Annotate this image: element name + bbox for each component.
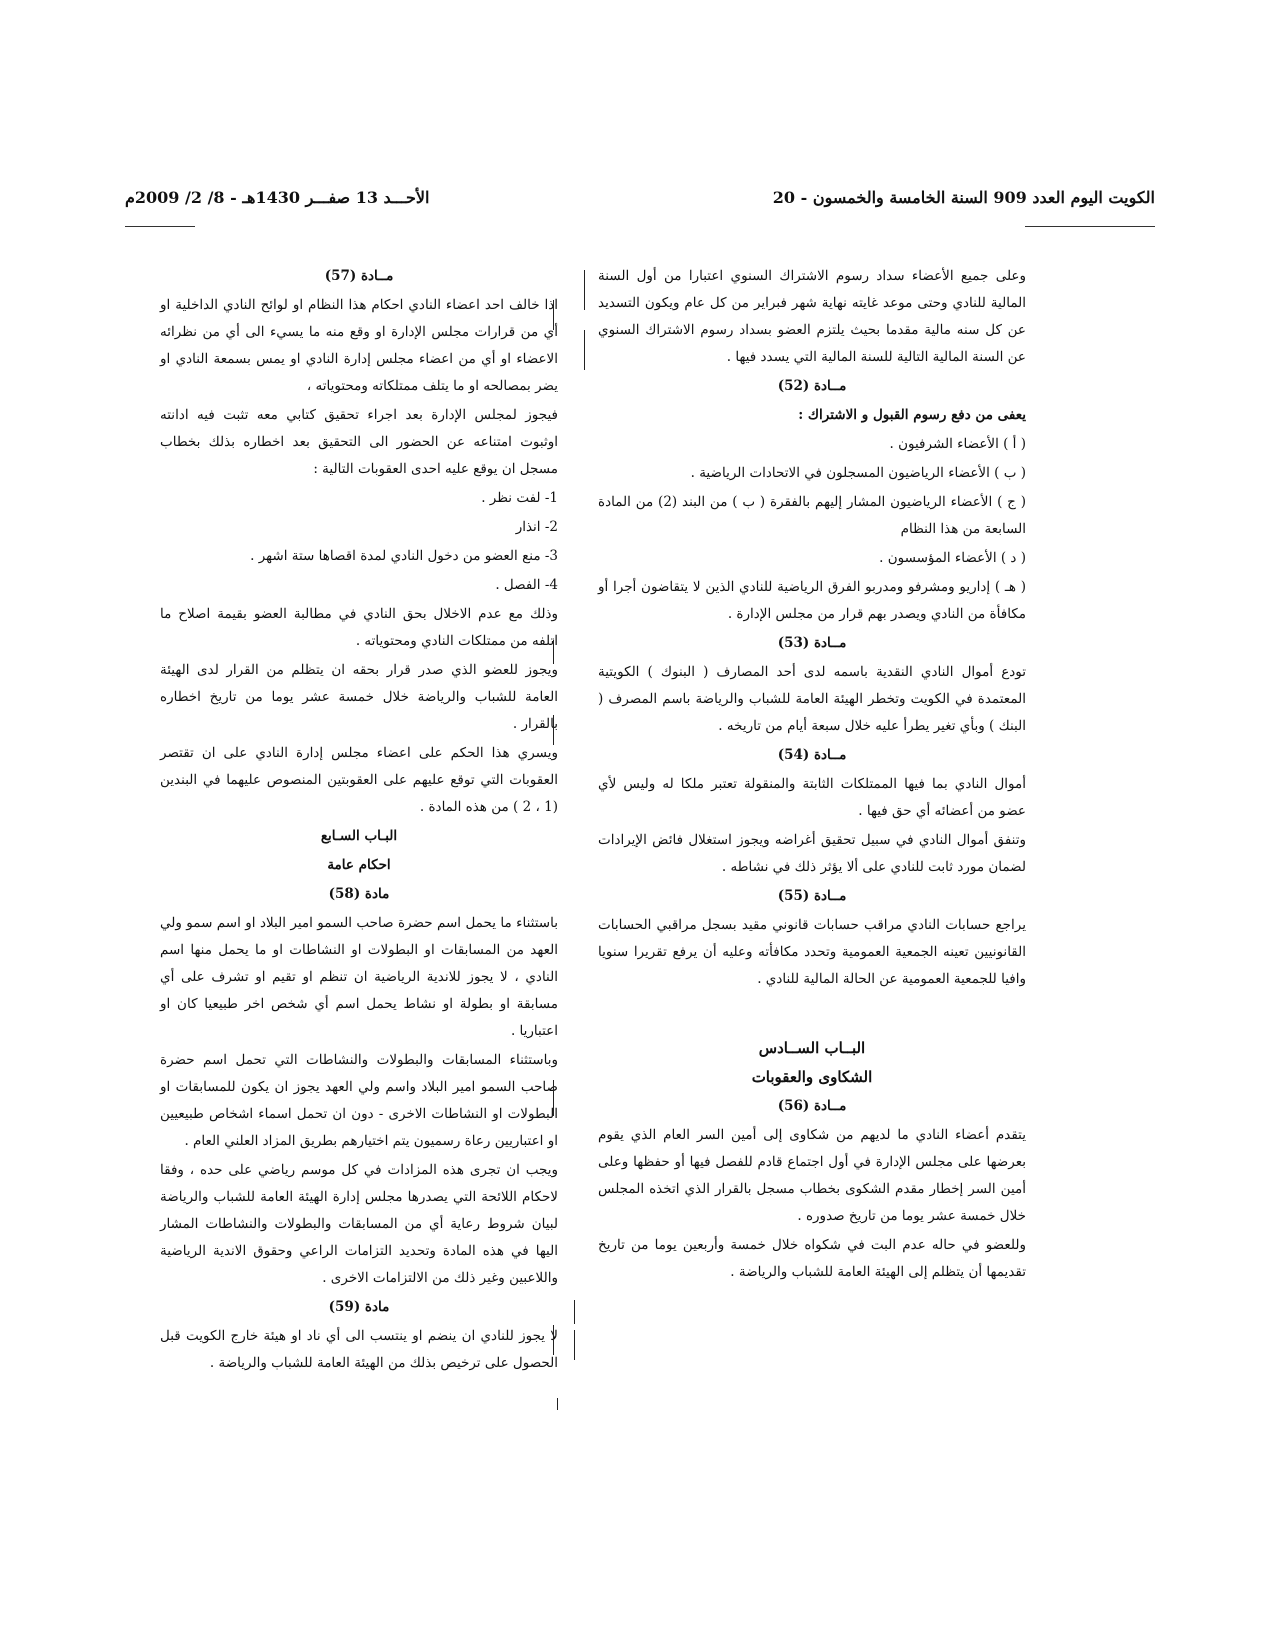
margin-mark — [584, 270, 585, 310]
article-57-title: مــادة (57) — [324, 268, 394, 284]
paragraph: وعلى جميع الأعضاء سداد رسوم الاشتراك السنوي اعتبارا من أول السنة المالية للنادي وحتى موعد غايته نهاية شهر فبراير من كل عام ويكون التسديد عن كل سنه مالية مقدما بحيث يلتزم العضو بسداد رسوم الاشتراك السنوي عن السنة المالية التالية للسنة المالية التي يسدد فيها . — [598, 268, 1026, 365]
list-item: 1- لفت نظر . — [481, 490, 558, 506]
paragraph: يتقدم أعضاء النادي ما لديهم من شكاوى إلى أمين السر العام الذي يقوم بعرضها على مجلس الإدارة في أول اجتماع قادم للفصل فيها أو حفظها وعلى أمين السر إخطار مقدم الشكوى بخطاب مسجل بالقرار الذي اتخذه المجلس خلال خمسة عشر يوما من تاريخ صدوره . — [598, 1127, 1026, 1224]
paragraph: وللعضو في حاله عدم البت في شكواه خلال خمسة وأربعين يوما من تاريخ تقديمها أن يتظلم إلى الهيئة العامة للشباب والرياضة . — [598, 1237, 1026, 1280]
header-issue-info: الكويت اليوم العدد 909 السنة الخامسة والخمسون - 20 — [772, 188, 1155, 207]
paragraph: اذا خالف احد اعضاء النادي احكام هذا النظام او لوائح النادي الداخلية او أي من قرارات مجلس الإدارة او وقع منه ما يسيء الى أي من نظرائه الاعضاء او أي من اعضاء مجلس إدارة النادي او يمس بسمعة النادي او يضر بمصالحه او ما يتلف ممتلكاته ومحتوياته ، — [160, 297, 558, 394]
list-item: 2- انذار — [515, 519, 558, 535]
page-header — [125, 188, 1155, 228]
margin-mark — [574, 1300, 575, 1324]
paragraph: باستثناء ما يحمل اسم حضرة صاحب السمو امير البلاد او اسم سمو ولي العهد من المسابقات او البطولات او النشاطات او ما يحمل منها اسم النادي ، لا يجوز للاندية الرياضية ان تنظم او تقيم او تشرف على أي مسابقة او بطولة او نشاط يحمل اسم أي شخص اخر طبيعيا كان او اعتباريا . — [160, 915, 558, 1039]
section-gap — [598, 995, 1026, 1035]
paragraph: وذلك مع عدم الاخلال بحق النادي في مطالبة العضو بقيمة اصلاح ما اتلفه من ممتلكات النادي ومحتوياته . — [160, 606, 558, 649]
chapter-7-subtitle: احكام عامة — [327, 857, 391, 873]
article-52-lead: يعفى من دفع رسوم القبول و الاشتراك : — [798, 407, 1026, 423]
margin-mark — [553, 640, 554, 664]
chapter-7-title: البـاب السـابع — [320, 828, 398, 844]
right-column — [598, 263, 1026, 1288]
article-56-title: مــادة (56) — [777, 1098, 847, 1114]
header-rule-right — [1025, 226, 1155, 227]
list-item: 3- منع العضو من دخول النادي لمدة اقصاها ستة اشهر . — [250, 548, 558, 564]
list-item: ( هـ ) إداريو ومشرفو ومدربو الفرق الرياضية للنادي الذين لا يتقاضون أجرا أو مكافأة من النادي ويصدر بهم قرار من مجلس الإدارة . — [598, 579, 1026, 622]
list-item: ( أ ) الأعضاء الشرفيون . — [889, 436, 1026, 452]
chapter-6-title: البــاب الســادس — [758, 1039, 866, 1057]
article-55-title: مــادة (55) — [777, 888, 847, 904]
paragraph: ويجوز للعضو الذي صدر قرار بحقه ان يتظلم من القرار لدى الهيئة العامة للشباب والرياضة خلال خمسة عشر يوما من تاريخ اخطاره بالقرار . — [160, 662, 558, 732]
paragraph: أموال النادي بما فيها الممتلكات الثابتة والمنقولة تعتبر ملكا له وليس لأي عضو من أعضائه أي حق فيها . — [598, 776, 1026, 819]
article-54-title: مــادة (54) — [777, 747, 847, 763]
paragraph: ويسري هذا الحكم على اعضاء مجلس إدارة النادي على ان تقتصر العقوبات التي توقع عليهم على العقوبتين المنصوص عليهما في البندين (1 ، 2 ) من هذه المادة . — [160, 745, 558, 815]
list-item: 4- الفصل . — [495, 577, 558, 593]
paragraph: لا يجوز للنادي ان ينضم او ينتسب الى أي ناد او هيئة خارج الكويت قبل الحصول على ترخيص بذلك من الهيئة العامة للشباب والرياضة . — [160, 1328, 558, 1371]
article-59-title: مادة (59) — [328, 1299, 390, 1315]
paragraph: وباستثناء المسابقات والبطولات والنشاطات التي تحمل اسم حضرة صاحب السمو امير البلاد واسم ولي العهد يجوز ان يكون للمسابقات او البطولات او النشاطات الاخرى - دون ان تحمل اسماء اشخاص طبيعيين او اعتباريين رعاة رسميون يتم اختيارهم بطريق المزاد العلني العام . — [160, 1052, 558, 1149]
article-53-title: مــادة (53) — [777, 635, 847, 651]
article-58-title: مادة (58) — [328, 886, 390, 902]
left-column — [160, 263, 558, 1379]
margin-mark — [553, 300, 554, 330]
chapter-6-subtitle: الشكاوى والعقوبات — [751, 1068, 873, 1086]
list-item: ( ج ) الأعضاء الرياضيون المشار إليهم بالفقرة ( ب ) من البند (2) من المادة السابعة من هذا النظام — [598, 494, 1026, 537]
margin-mark — [584, 330, 585, 370]
list-item: ( ب ) الأعضاء الرياضيون المسجلون في الاتحادات الرياضية . — [690, 465, 1026, 481]
margin-mark — [553, 1325, 554, 1355]
page-number-mark — [557, 1398, 558, 1410]
margin-mark — [553, 1080, 554, 1116]
header-date: الأحـــد 13 صفـــر 1430هـ - 8/ 2/ 2009م — [125, 188, 430, 207]
header-rule-left — [125, 226, 195, 227]
paragraph: تودع أموال النادي النقدية باسمه لدى أحد المصارف ( البنوك ) الكويتية المعتمدة في الكويت وتخطر الهيئة العامة للشباب والرياضة باسم المصرف ( البنك ) وبأي تغير يطرأ عليه خلال سبعة أيام من تاريخه . — [598, 664, 1026, 734]
margin-mark — [574, 1330, 575, 1360]
paragraph: ويجب ان تجرى هذه المزادات في كل موسم رياضي على حده ، وفقا لاحكام اللائحة التي يصدرها مجلس إدارة الهيئة العامة للشباب والرياضة لبيان شروط رعاية أي من المسابقات والبطولات والنشاطات المشار اليها في هذه المادة وتحديد التزامات الراعي وحقوق الاندية الرياضية واللاعبين وغير ذلك من الالتزامات الاخرى . — [160, 1162, 558, 1286]
paragraph: يراجع حسابات النادي مراقب حسابات قانوني مقيد بسجل مراقبي الحسابات القانونيين تعينه الجمعية العمومية وتحدد مكافأته وعليه أن يرفع تقريرا سنويا وافيا للجمعية العمومية عن الحالة المالية للنادي . — [598, 917, 1026, 987]
article-52-title: مــادة (52) — [777, 378, 847, 394]
paragraph: وتنفق أموال النادي في سبيل تحقيق أغراضه ويجوز استغلال فائض الإيرادات لضمان مورد ثابت للنادي على ألا يؤثر ذلك في نشاطه . — [598, 832, 1026, 875]
margin-mark — [553, 715, 554, 745]
paragraph: فيجوز لمجلس الإدارة بعد اجراء تحقيق كتابي معه تثبت فيه ادانته اوثبوت امتناعه عن الحضور الى التحقيق بعد اخطاره بذلك بخطاب مسجل ان يوقع عليه احدى العقوبات التالية : — [160, 407, 558, 477]
list-item: ( د ) الأعضاء المؤسسون . — [879, 550, 1026, 566]
